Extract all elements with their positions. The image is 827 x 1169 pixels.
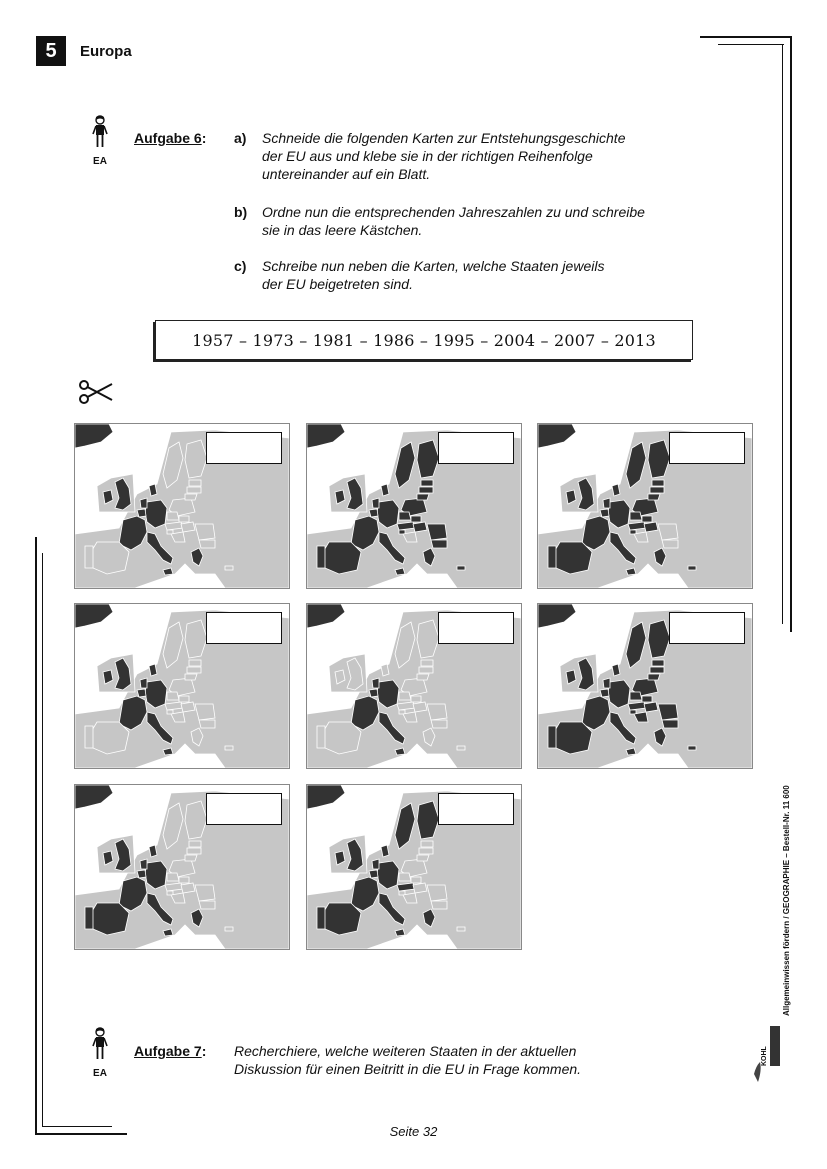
task6-part-b-letter: b) — [234, 204, 248, 220]
frame-line-left-inner — [42, 553, 43, 1127]
country-si — [399, 891, 405, 895]
country-ro — [195, 885, 215, 901]
country-ee — [421, 660, 433, 666]
country-es — [91, 722, 129, 754]
country-pt — [85, 546, 93, 568]
country-hu — [413, 522, 427, 532]
country-nl — [140, 678, 147, 688]
eu-map-card — [306, 423, 522, 589]
eu-map-card — [74, 784, 290, 950]
year-answer-box[interactable] — [669, 612, 745, 644]
country-ee — [421, 841, 433, 847]
country-sk — [642, 696, 652, 702]
eu-map-card — [306, 784, 522, 950]
country-ro — [195, 704, 215, 720]
frame-line-top-inner — [718, 44, 784, 45]
year-value: 1981 — [312, 330, 355, 350]
country-lt — [185, 494, 197, 500]
country-ee — [421, 480, 433, 486]
country-sk — [411, 696, 421, 702]
country-lv — [650, 667, 664, 673]
country-nl — [603, 498, 610, 508]
country-lt — [185, 855, 197, 861]
year-separator: – — [293, 330, 313, 350]
task7-label: Aufgabe 7: — [134, 1043, 207, 1059]
country-be — [600, 689, 609, 697]
frame-line-left — [35, 537, 37, 1135]
task6-part-c-letter: c) — [234, 258, 247, 274]
country-lv — [187, 667, 201, 673]
country-sk — [179, 696, 189, 702]
country-be — [137, 509, 146, 517]
year-value: 1986 — [373, 330, 415, 350]
country-es — [323, 722, 361, 754]
country-hu — [181, 883, 195, 893]
frame-line-right-inner — [782, 44, 783, 624]
country-nl — [372, 859, 379, 869]
country-ro — [658, 704, 678, 720]
country-nl — [140, 498, 147, 508]
country-sk — [411, 516, 421, 522]
country-es — [91, 542, 129, 574]
country-ro — [658, 524, 678, 540]
task6-label: Aufgabe 6: — [134, 130, 207, 146]
country-bg — [431, 540, 447, 548]
year-separator: – — [595, 330, 615, 350]
eu-map-card — [74, 423, 290, 589]
svg-text:KOHL: KOHL — [761, 1046, 768, 1066]
country-es — [554, 542, 592, 574]
country-lt — [417, 494, 429, 500]
year-answer-box[interactable] — [206, 432, 282, 464]
country-pt — [317, 907, 325, 929]
country-bg — [199, 540, 215, 548]
country-cy — [688, 566, 696, 570]
years-box — [155, 320, 693, 360]
task6-part-c-text: Schreibe nun neben die Karten, welche Staaten jeweils der EU beigetreten sind. — [262, 258, 605, 292]
year-value: 2004 — [493, 330, 536, 350]
country-ee — [652, 660, 664, 666]
country-cy — [688, 746, 696, 750]
year-value: 1973 — [252, 330, 294, 350]
eu-map-card — [306, 603, 522, 769]
side-publisher-text: Allgemeinwissen fördern / GEOGRAPHIE – Bestell-Nr. 11 600 — [782, 785, 791, 1016]
country-be — [600, 509, 609, 517]
year-separator: – — [354, 330, 374, 350]
country-si — [399, 710, 405, 714]
country-hu — [413, 702, 427, 712]
year-answer-box[interactable] — [669, 432, 745, 464]
country-be — [137, 689, 146, 697]
country-cz — [399, 873, 411, 881]
country-ee — [189, 480, 201, 486]
country-hu — [644, 522, 658, 532]
country-cy — [225, 746, 233, 750]
country-pt — [548, 726, 556, 748]
year-separator: – — [474, 330, 494, 350]
country-si — [630, 710, 636, 714]
country-cz — [399, 692, 411, 700]
country-si — [167, 710, 173, 714]
year-value: 2013 — [614, 330, 656, 350]
frame-line-top — [700, 36, 792, 38]
scissors-icon — [78, 378, 114, 406]
country-es — [323, 903, 361, 935]
country-lt — [648, 674, 660, 680]
country-ee — [189, 660, 201, 666]
cut-line-marker — [78, 378, 114, 411]
country-nl — [140, 859, 147, 869]
country-lv — [650, 487, 664, 493]
year-separator: – — [233, 330, 253, 350]
frame-line-right — [790, 36, 792, 632]
task6-part-b-text: Ordne nun die entsprechenden Jahreszahlen zu und schreibe sie in das leere Kästchen. — [262, 204, 645, 238]
country-bg — [662, 720, 678, 728]
country-bg — [199, 901, 215, 909]
year-value: 1995 — [433, 330, 475, 350]
eu-map-card — [537, 423, 753, 589]
country-lt — [648, 494, 660, 500]
country-cy — [225, 566, 233, 570]
country-lv — [187, 487, 201, 493]
eu-map-card — [537, 603, 753, 769]
person-icon — [88, 1026, 112, 1066]
country-lt — [417, 855, 429, 861]
country-bg — [199, 720, 215, 728]
country-lv — [419, 667, 433, 673]
country-si — [630, 530, 636, 534]
country-sk — [179, 877, 189, 883]
country-si — [167, 891, 173, 895]
country-be — [369, 509, 378, 517]
country-cz — [167, 512, 179, 520]
country-cz — [399, 512, 411, 520]
country-hu — [413, 883, 427, 893]
work-form-label: EA — [93, 1068, 107, 1079]
country-be — [137, 870, 146, 878]
country-be — [369, 689, 378, 697]
country-bg — [662, 540, 678, 548]
country-es — [323, 542, 361, 574]
person-icon — [88, 114, 112, 154]
country-sk — [411, 877, 421, 883]
work-form-label: EA — [93, 156, 107, 167]
country-ro — [427, 524, 447, 540]
country-ro — [195, 524, 215, 540]
country-nl — [372, 498, 379, 508]
country-si — [167, 530, 173, 534]
country-pt — [317, 546, 325, 568]
country-lv — [187, 848, 201, 854]
country-hu — [181, 522, 195, 532]
country-ee — [189, 841, 201, 847]
year-answer-box[interactable] — [438, 432, 514, 464]
task7-text: Recherchiere, welche weiteren Staaten in der aktuellen Diskussion für einen Beitritt in die EU in Frage kommen. — [234, 1043, 582, 1077]
country-hu — [644, 702, 658, 712]
country-cz — [630, 512, 642, 520]
country-lt — [417, 674, 429, 680]
page-number: Seite 32 — [389, 1124, 438, 1139]
eu-map-card — [74, 603, 290, 769]
year-value: 2007 — [554, 330, 596, 350]
task6-part-a-text: Schneide die folgenden Karten zur Entstehungsgeschichte der EU aus und klebe sie in der richtigen Reihenfolge untereinander auf ein Blatt. — [262, 130, 626, 182]
chapter-title: Europa — [80, 43, 132, 60]
country-ro — [427, 885, 447, 901]
country-si — [399, 530, 405, 534]
country-pt — [85, 726, 93, 748]
country-es — [554, 722, 592, 754]
country-lv — [419, 848, 433, 854]
country-nl — [372, 678, 379, 688]
country-pt — [548, 546, 556, 568]
country-nl — [603, 678, 610, 688]
country-pt — [317, 726, 325, 748]
country-bg — [431, 720, 447, 728]
country-sk — [179, 516, 189, 522]
year-answer-box[interactable] — [438, 612, 514, 644]
country-ro — [427, 704, 447, 720]
country-cz — [167, 692, 179, 700]
year-separator: – — [414, 330, 434, 350]
year-answer-box[interactable] — [438, 793, 514, 825]
country-sk — [642, 516, 652, 522]
chapter-number-badge: 5 — [36, 36, 66, 66]
country-lv — [419, 487, 433, 493]
country-bg — [431, 901, 447, 909]
country-cz — [167, 873, 179, 881]
country-cy — [225, 927, 233, 931]
country-es — [91, 903, 129, 935]
country-cz — [630, 692, 642, 700]
country-cy — [457, 927, 465, 931]
year-separator: – — [535, 330, 555, 350]
student-figure-task6 — [88, 114, 112, 159]
country-cy — [457, 746, 465, 750]
year-value: 1957 — [192, 330, 234, 350]
country-pt — [85, 907, 93, 929]
year-answer-box[interactable] — [206, 793, 282, 825]
student-figure-task7 — [88, 1026, 112, 1071]
country-lt — [185, 674, 197, 680]
publisher-logo-icon — [752, 1022, 782, 1088]
country-hu — [181, 702, 195, 712]
country-cy — [457, 566, 465, 570]
country-be — [369, 870, 378, 878]
year-answer-box[interactable] — [206, 612, 282, 644]
publisher-logo — [752, 1022, 782, 1088]
task6-part-a-letter: a) — [234, 130, 247, 146]
country-ee — [652, 480, 664, 486]
